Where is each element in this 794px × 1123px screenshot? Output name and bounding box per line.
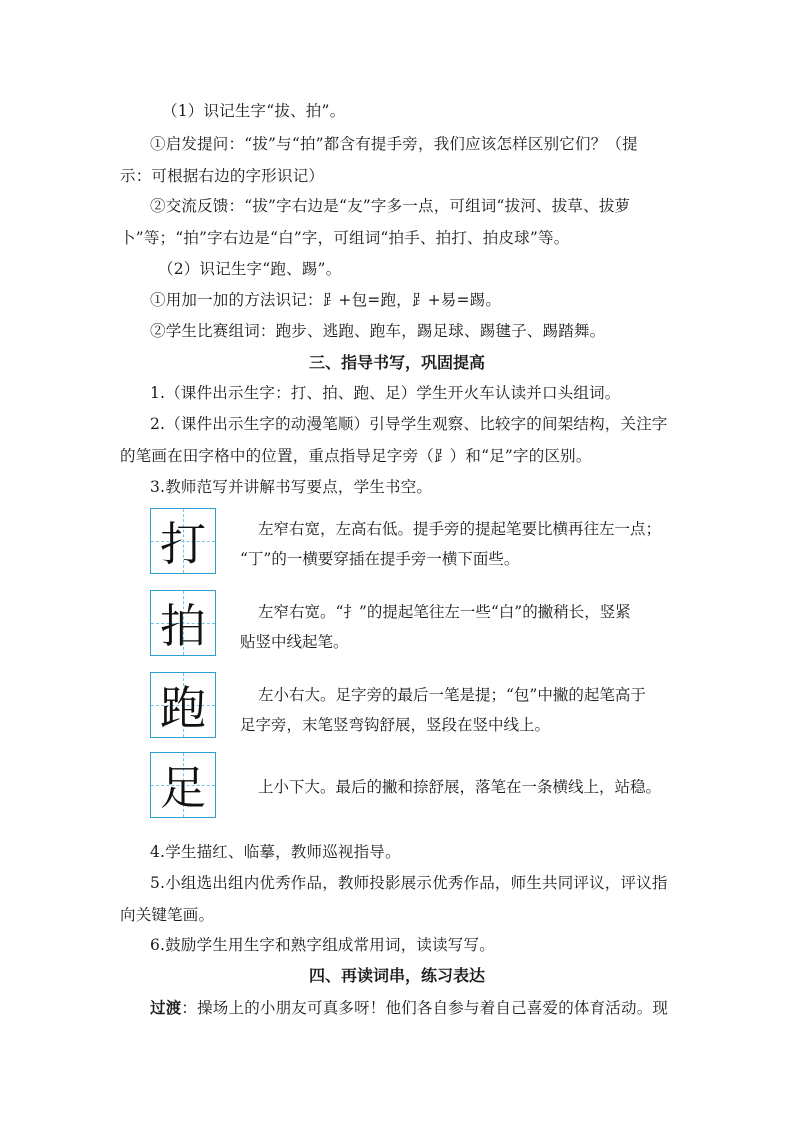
paragraph-1-1: （1）识记生字“拔、拍”。 (162, 102, 346, 120)
character-note: 左窄右宽。“扌”的提起笔往左一些“白”的撇稍长，竖紧 (258, 603, 631, 621)
paragraph-2-2: ①用加一加的方法识记：⻊+包=跑，⻊+易=踢。 (150, 291, 502, 309)
practice-character: 打 (160, 517, 206, 571)
paragraph-3-4: 3.教师范写并讲解书写要点，学生书空。 (150, 478, 433, 496)
paragraph-3-7: 向关键笔画。 (120, 906, 215, 924)
character-note: “丁”的一横要穿插在提手旁一横下面些。 (240, 550, 520, 568)
paragraph-3-2: 2.（课件出示生字的动漫笔顺）引导学生观察、比较字的间架结构，关注字 (150, 415, 668, 433)
tianzige-box (150, 590, 216, 656)
paragraph-3-8: 6.鼓励学生用生字和熟字组成常用词，读读写写。 (150, 936, 495, 954)
paragraph-2-1: （2）识记生字“跑、踢”。 (158, 260, 342, 278)
paragraph-3-6: 5.小组选出组内优秀作品，教师投影展示优秀作品，师生共同评议，评议指 (150, 874, 668, 892)
section-heading-3: 三、指导书写，巩固提高 (308, 353, 485, 372)
transition-text: ：操场上的小朋友可真多呀！他们各自参与着自己喜爱的体育活动。现 (181, 999, 669, 1017)
paragraph-1-4: ②交流反馈：“拔”字右边是“友”字多一点，可组词“拔河、拔草、拔萝 (150, 197, 631, 215)
tianzige-box (150, 672, 216, 738)
tianzige-box (150, 752, 216, 818)
paragraph-3-1: 1.（课件出示生字：打、拍、跑、足）学生开火车认读并口头组词。 (150, 384, 621, 402)
character-note: 贴竖中线起笔。 (240, 633, 349, 651)
character-note: 足字旁，末笔竖弯钩舒展，竖段在竖中线上。 (240, 716, 551, 734)
paragraph-1-5: 卜”等；“拍”字右边是“白”字，可组词“拍手、拍打、拍皮球”等。 (120, 229, 570, 247)
tianzige-box (150, 508, 216, 574)
character-note: 左窄右宽，左高右低。提手旁的提起笔要比横再往左一点； (258, 520, 662, 538)
transition-paragraph (150, 998, 668, 1018)
character-note: 上小下大。最后的撇和捺舒展，落笔在一条横线上，站稳。 (258, 778, 662, 796)
section-heading-4: 四、再读词串，练习表达 (308, 966, 485, 985)
paragraph-1-2: ①启发提问：“拔”与“拍”都含有提手旁，我们应该怎样区别它们？（提 (150, 135, 638, 153)
paragraph-2-3: ②学生比赛组词：跑步、逃跑、跑车，踢足球、踢毽子、踢踏舞。 (150, 322, 606, 340)
practice-character: 拍 (160, 599, 206, 653)
transition-label: 过渡 (150, 999, 182, 1017)
paragraph-1-3: 示：可根据右边的字形识记） (120, 167, 325, 185)
paragraph-3-5: 4.学生描红、临摹，教师巡视指导。 (150, 843, 401, 861)
practice-character: 跑 (160, 681, 206, 735)
character-note: 左小右大。足字旁的最后一笔是提；“包”中撇的起笔高于 (258, 686, 646, 704)
paragraph-3-3: 的笔画在田字格中的位置，重点指导足字旁（⻊）和“足”字的区别。 (120, 447, 592, 465)
practice-character: 足 (160, 761, 206, 815)
